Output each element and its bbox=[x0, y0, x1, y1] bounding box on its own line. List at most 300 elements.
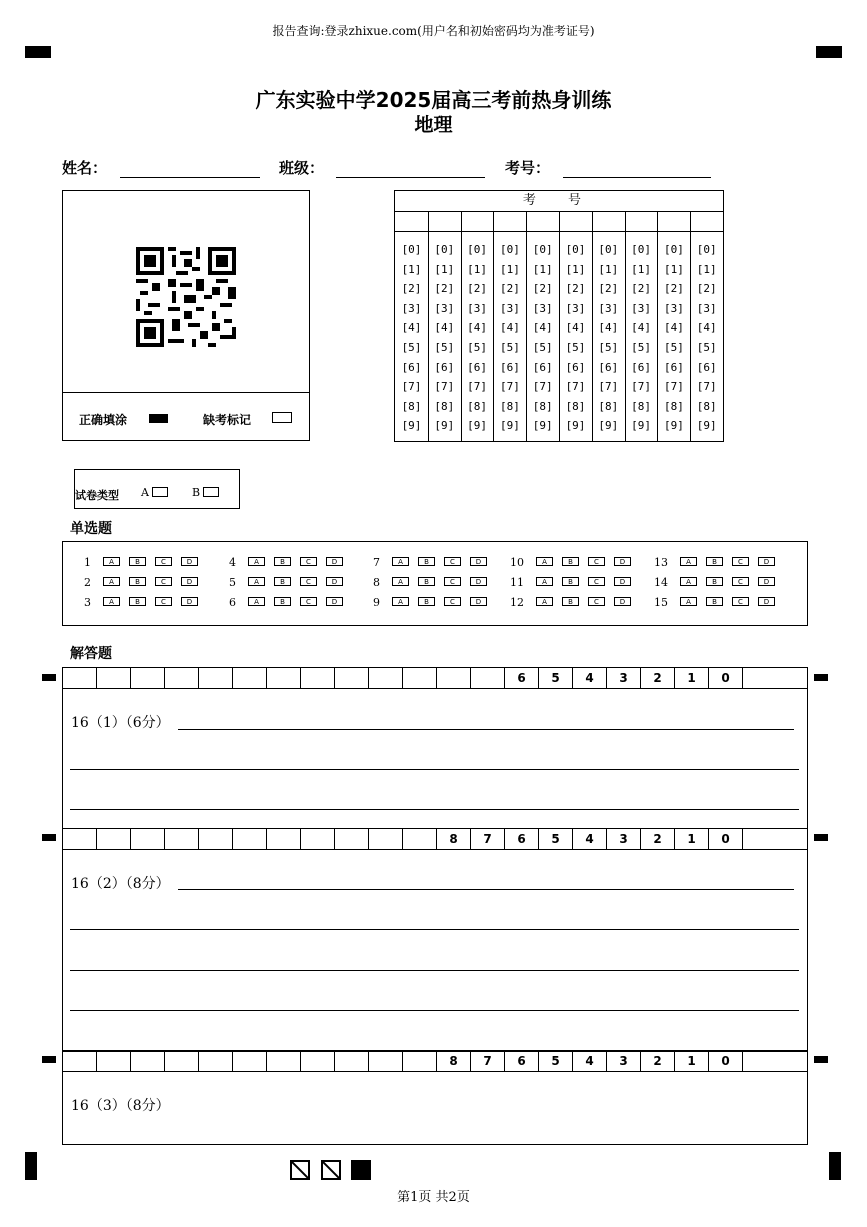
exam-number-bubble[interactable]: [2] bbox=[434, 282, 455, 296]
question-number: 3 bbox=[84, 596, 91, 609]
score-box[interactable]: 2 bbox=[641, 829, 675, 849]
exam-number-bubble[interactable]: [6] bbox=[631, 360, 652, 374]
report-query-note: 报告查询:登录zhixue.com(用户名和初始密码均为准考证号) bbox=[272, 24, 595, 38]
exam-number-bubble[interactable]: [1] bbox=[532, 262, 553, 276]
option-bubble[interactable]: D bbox=[470, 557, 487, 566]
score-row bbox=[63, 668, 807, 689]
exam-number-bubble[interactable]: [3] bbox=[401, 301, 422, 315]
score-box[interactable]: 4 bbox=[573, 829, 607, 849]
exam-number-bubble[interactable]: [5] bbox=[434, 341, 455, 354]
option-bubble[interactable]: B bbox=[418, 597, 435, 606]
score-box[interactable]: 5 bbox=[539, 1051, 573, 1071]
question-number: 5 bbox=[229, 576, 236, 589]
option-bubble[interactable]: C bbox=[444, 577, 461, 586]
score-box[interactable]: 1 bbox=[675, 668, 709, 688]
exam-number-bubble[interactable]: [9] bbox=[434, 419, 455, 433]
exam-number-bubble[interactable]: [4] bbox=[401, 321, 422, 335]
exam-number-bubble[interactable]: [4] bbox=[696, 321, 717, 335]
exam-number-bubble[interactable]: [8] bbox=[401, 399, 422, 413]
score-blank-cell bbox=[267, 1051, 301, 1071]
score-box[interactable]: 6 bbox=[505, 668, 539, 688]
timing-mark-top-right bbox=[816, 46, 842, 58]
option-bubble[interactable]: C bbox=[732, 597, 749, 606]
exam-number-header: 考 号 bbox=[395, 191, 723, 212]
answer-line[interactable] bbox=[70, 929, 799, 930]
name-label: 姓名： bbox=[62, 159, 108, 177]
score-blank-cell bbox=[369, 1051, 403, 1071]
score-blank-cell bbox=[165, 1051, 199, 1071]
side-mark bbox=[42, 1056, 56, 1063]
score-blank-cell bbox=[63, 668, 97, 688]
score-blank-cell bbox=[199, 829, 233, 849]
exam-number-write-cell[interactable] bbox=[657, 211, 690, 232]
paper-type-a-box[interactable] bbox=[152, 487, 168, 497]
qr-code-icon bbox=[136, 247, 236, 347]
score-blank-cell bbox=[743, 668, 781, 688]
question-label: 16（3）（8分） bbox=[71, 1098, 170, 1114]
score-box[interactable]: 7 bbox=[471, 829, 505, 849]
exam-number-write-cell[interactable] bbox=[526, 211, 559, 232]
option-bubble[interactable]: A bbox=[392, 557, 409, 566]
question-number: 9 bbox=[373, 596, 380, 609]
option-bubble[interactable]: B bbox=[274, 577, 291, 586]
option-bubble[interactable]: C bbox=[732, 577, 749, 586]
answer-line[interactable] bbox=[178, 889, 794, 890]
exam-no-field[interactable] bbox=[563, 177, 711, 178]
exam-number-bubble[interactable]: [5] bbox=[663, 341, 684, 354]
timing-mark-top-left bbox=[25, 46, 51, 58]
score-blank-cell bbox=[301, 1051, 335, 1071]
exam-number-bubble[interactable]: [9] bbox=[696, 419, 717, 433]
exam-number-bubble[interactable]: [7] bbox=[499, 380, 520, 394]
score-box[interactable]: 4 bbox=[573, 668, 607, 688]
exam-number-bubble[interactable]: [1] bbox=[499, 262, 520, 276]
exam-number-bubble[interactable]: [7] bbox=[434, 380, 455, 394]
exam-number-bubble[interactable]: [0] bbox=[631, 243, 652, 256]
score-blank-cell bbox=[403, 829, 437, 849]
name-field[interactable] bbox=[120, 177, 260, 178]
exam-number-bubble[interactable]: [3] bbox=[499, 301, 520, 315]
answer-block-16-2 bbox=[62, 828, 808, 1052]
exam-number-bubble[interactable]: [3] bbox=[565, 301, 586, 315]
timing-mark-bottom-right bbox=[829, 1152, 841, 1180]
exam-number-bubble[interactable]: [2] bbox=[631, 282, 652, 296]
option-bubble[interactable]: B bbox=[418, 577, 435, 586]
exam-number-bubble[interactable]: [2] bbox=[467, 282, 488, 296]
page-marker-filled-icon bbox=[351, 1160, 371, 1180]
answer-line[interactable] bbox=[70, 769, 799, 770]
score-blank-cell bbox=[743, 829, 781, 849]
question-number: 6 bbox=[229, 596, 236, 609]
score-blank-cell bbox=[199, 1051, 233, 1071]
exam-number-bubble[interactable]: [4] bbox=[434, 321, 455, 335]
exam-number-bubble[interactable]: [2] bbox=[532, 282, 553, 296]
exam-number-bubble[interactable]: [9] bbox=[598, 419, 619, 433]
score-blank-cell bbox=[403, 668, 437, 688]
option-bubble[interactable]: C bbox=[155, 597, 172, 606]
question-number: 11 bbox=[510, 576, 524, 589]
exam-number-bubble[interactable]: [0] bbox=[696, 243, 717, 256]
exam-number-bubble[interactable]: [7] bbox=[565, 380, 586, 394]
option-bubble[interactable]: D bbox=[614, 577, 631, 586]
score-box[interactable]: 6 bbox=[505, 1051, 539, 1071]
score-blank-cell bbox=[97, 1051, 131, 1071]
score-blank-cell bbox=[165, 668, 199, 688]
score-blank-cell bbox=[199, 668, 233, 688]
option-bubble[interactable]: D bbox=[470, 577, 487, 586]
score-blank-cell bbox=[165, 829, 199, 849]
exam-number-bubble[interactable]: [8] bbox=[434, 399, 455, 413]
option-bubble[interactable]: D bbox=[326, 577, 343, 586]
score-blank-cell bbox=[301, 668, 335, 688]
class-label: 班级： bbox=[279, 159, 325, 177]
option-bubble[interactable]: C bbox=[300, 557, 317, 566]
exam-number-bubble[interactable]: [8] bbox=[598, 399, 619, 413]
option-bubble[interactable]: D bbox=[181, 577, 198, 586]
answer-block-16-1 bbox=[62, 667, 808, 829]
exam-number-bubble[interactable]: [1] bbox=[631, 262, 652, 276]
score-blank-cell bbox=[233, 668, 267, 688]
score-box[interactable]: 0 bbox=[709, 1051, 743, 1071]
exam-number-grid bbox=[394, 190, 724, 442]
exam-number-bubble[interactable]: [5] bbox=[467, 341, 488, 354]
score-blank-cell bbox=[369, 668, 403, 688]
exam-number-bubble[interactable]: [4] bbox=[598, 321, 619, 335]
option-bubble[interactable]: B bbox=[562, 557, 579, 566]
exam-number-bubble[interactable]: [0] bbox=[434, 243, 455, 256]
exam-number-bubble[interactable]: [0] bbox=[663, 243, 684, 256]
question-number: 10 bbox=[510, 556, 524, 569]
score-blank-cell bbox=[63, 1051, 97, 1071]
option-bubble[interactable]: B bbox=[706, 597, 723, 606]
score-box[interactable]: 4 bbox=[573, 1051, 607, 1071]
option-bubble[interactable]: A bbox=[680, 557, 697, 566]
exam-number-bubble[interactable]: [3] bbox=[663, 301, 684, 315]
score-box[interactable]: 3 bbox=[607, 829, 641, 849]
score-row bbox=[63, 1051, 807, 1072]
question-number: 2 bbox=[84, 576, 91, 589]
option-bubble[interactable]: C bbox=[588, 557, 605, 566]
score-box[interactable]: 0 bbox=[709, 829, 743, 849]
exam-number-bubble[interactable]: [8] bbox=[565, 399, 586, 413]
exam-number-bubble[interactable]: [3] bbox=[434, 301, 455, 315]
option-bubble[interactable]: B bbox=[418, 557, 435, 566]
exam-number-bubble[interactable]: [2] bbox=[499, 282, 520, 296]
exam-number-bubble[interactable]: [4] bbox=[532, 321, 553, 335]
exam-number-bubble[interactable]: [6] bbox=[499, 360, 520, 374]
exam-number-bubble[interactable]: [1] bbox=[401, 262, 422, 276]
question-number: 12 bbox=[510, 596, 524, 609]
exam-number-bubble[interactable]: [6] bbox=[565, 360, 586, 374]
option-bubble[interactable]: D bbox=[758, 597, 775, 606]
exam-number-bubble[interactable]: [2] bbox=[663, 282, 684, 296]
score-box[interactable]: 8 bbox=[437, 1051, 471, 1071]
exam-number-bubble[interactable]: [2] bbox=[401, 282, 422, 296]
exam-number-bubble[interactable]: [7] bbox=[532, 380, 553, 394]
exam-number-bubble[interactable]: [8] bbox=[499, 399, 520, 413]
exam-number-bubble[interactable]: [9] bbox=[499, 419, 520, 433]
exam-number-bubble[interactable]: [1] bbox=[598, 262, 619, 276]
option-bubble[interactable]: A bbox=[680, 597, 697, 606]
score-blank-cell bbox=[267, 829, 301, 849]
exam-number-bubble[interactable]: [6] bbox=[401, 360, 422, 374]
page-marker-icon bbox=[321, 1160, 341, 1180]
exam-number-bubble[interactable]: [8] bbox=[467, 399, 488, 413]
exam-number-bubble[interactable]: [8] bbox=[532, 399, 553, 413]
paper-type-a-label: A bbox=[141, 486, 149, 499]
exam-number-bubble[interactable]: [8] bbox=[631, 399, 652, 413]
exam-number-write-cell[interactable] bbox=[690, 211, 723, 232]
score-row bbox=[63, 829, 807, 850]
question-number: 13 bbox=[654, 556, 668, 569]
exam-number-bubble[interactable]: [0] bbox=[499, 243, 520, 256]
paper-type-label: 试卷类型 bbox=[75, 489, 119, 502]
exam-number-bubble[interactable]: [1] bbox=[663, 262, 684, 276]
option-bubble[interactable]: A bbox=[103, 597, 120, 606]
exam-number-bubble[interactable]: [2] bbox=[696, 282, 717, 296]
score-box[interactable]: 1 bbox=[675, 829, 709, 849]
score-box[interactable]: 2 bbox=[641, 1051, 675, 1071]
score-box[interactable]: 5 bbox=[539, 668, 573, 688]
exam-number-bubble[interactable]: [6] bbox=[434, 360, 455, 374]
option-bubble[interactable]: A bbox=[392, 577, 409, 586]
single-choice-box bbox=[62, 541, 808, 626]
option-bubble[interactable]: A bbox=[248, 557, 265, 566]
exam-number-bubble[interactable]: [4] bbox=[499, 321, 520, 335]
option-bubble[interactable]: D bbox=[758, 577, 775, 586]
score-blank-cell bbox=[97, 668, 131, 688]
option-bubble[interactable]: B bbox=[274, 557, 291, 566]
question-number: 1 bbox=[84, 556, 91, 569]
exam-number-bubble[interactable]: [6] bbox=[663, 360, 684, 374]
exam-number-bubble[interactable]: [5] bbox=[696, 341, 717, 354]
exam-number-bubble[interactable]: [5] bbox=[499, 341, 520, 354]
exam-number-write-cell[interactable] bbox=[493, 211, 526, 232]
exam-number-bubble[interactable]: [5] bbox=[631, 341, 652, 354]
score-blank-cell bbox=[301, 829, 335, 849]
page-title: 广东实验中学2025届高三考前热身训练 bbox=[255, 88, 612, 112]
exam-number-write-cell[interactable] bbox=[592, 211, 625, 232]
correct-fill-label: 正确填涂 bbox=[79, 413, 128, 427]
exam-number-bubble[interactable]: [9] bbox=[467, 419, 488, 433]
score-box[interactable]: 0 bbox=[709, 668, 743, 688]
barcode-area bbox=[62, 190, 310, 441]
exam-number-bubble[interactable]: [7] bbox=[696, 380, 717, 394]
exam-number-bubble[interactable]: [6] bbox=[696, 360, 717, 374]
question-label: 16（1）（6分） bbox=[71, 715, 170, 731]
exam-number-bubble[interactable]: [7] bbox=[401, 380, 422, 394]
score-blank-cell bbox=[437, 668, 471, 688]
exam-number-bubble[interactable]: [6] bbox=[467, 360, 488, 374]
option-bubble[interactable]: B bbox=[562, 597, 579, 606]
exam-number-write-cell[interactable] bbox=[625, 211, 658, 232]
score-blank-cell bbox=[335, 1051, 369, 1071]
exam-number-bubble[interactable]: [4] bbox=[565, 321, 586, 335]
exam-number-bubble[interactable]: [1] bbox=[696, 262, 717, 276]
option-bubble[interactable]: D bbox=[326, 597, 343, 606]
score-blank-cell bbox=[131, 1051, 165, 1071]
question-number: 15 bbox=[654, 596, 668, 609]
absent-mark-label: 缺考标记 bbox=[203, 413, 252, 427]
class-field[interactable] bbox=[336, 177, 485, 178]
option-bubble[interactable]: A bbox=[103, 577, 120, 586]
page-number: 第1页 共2页 bbox=[397, 1190, 470, 1205]
exam-number-bubble[interactable]: [3] bbox=[696, 301, 717, 315]
answer-line[interactable] bbox=[70, 970, 799, 971]
option-bubble[interactable]: A bbox=[248, 577, 265, 586]
score-blank-cell bbox=[131, 829, 165, 849]
exam-number-bubble[interactable]: [0] bbox=[598, 243, 619, 256]
score-blank-cell bbox=[97, 829, 131, 849]
exam-number-bubble[interactable]: [1] bbox=[467, 262, 488, 276]
exam-number-bubble[interactable]: [0] bbox=[467, 243, 488, 256]
option-bubble[interactable]: B bbox=[129, 577, 146, 586]
exam-number-bubble[interactable]: [3] bbox=[467, 301, 488, 315]
score-box[interactable]: 3 bbox=[607, 1051, 641, 1071]
option-bubble[interactable]: A bbox=[103, 557, 120, 566]
answer-line[interactable] bbox=[70, 1010, 799, 1011]
question-label: 16（2）（8分） bbox=[71, 876, 170, 892]
score-blank-cell bbox=[233, 1051, 267, 1071]
option-bubble[interactable]: B bbox=[129, 557, 146, 566]
option-bubble[interactable]: C bbox=[588, 597, 605, 606]
exam-number-bubble[interactable]: [6] bbox=[532, 360, 553, 374]
option-bubble[interactable]: B bbox=[274, 597, 291, 606]
score-blank-cell bbox=[369, 829, 403, 849]
option-bubble[interactable]: C bbox=[155, 557, 172, 566]
exam-number-bubble[interactable]: [0] bbox=[532, 243, 553, 256]
exam-number-bubble[interactable]: [9] bbox=[565, 419, 586, 433]
option-bubble[interactable]: C bbox=[588, 577, 605, 586]
option-bubble[interactable]: A bbox=[680, 577, 697, 586]
exam-number-bubble[interactable]: [5] bbox=[401, 341, 422, 354]
option-bubble[interactable]: C bbox=[444, 597, 461, 606]
exam-number-bubble[interactable]: [0] bbox=[565, 243, 586, 256]
exam-number-bubble[interactable]: [9] bbox=[401, 419, 422, 433]
option-bubble[interactable]: C bbox=[732, 557, 749, 566]
answer-line[interactable] bbox=[178, 729, 794, 730]
side-mark bbox=[42, 674, 56, 681]
paper-type-b-box[interactable] bbox=[203, 487, 219, 497]
exam-number-bubble[interactable]: [9] bbox=[631, 419, 652, 433]
exam-number-bubble[interactable]: [1] bbox=[434, 262, 455, 276]
exam-number-bubble[interactable]: [5] bbox=[598, 341, 619, 354]
exam-no-label: 考号： bbox=[505, 159, 551, 177]
exam-number-bubble[interactable]: [6] bbox=[598, 360, 619, 374]
option-bubble[interactable]: D bbox=[470, 597, 487, 606]
option-bubble[interactable]: B bbox=[706, 557, 723, 566]
subject-title: 地理 bbox=[414, 114, 453, 136]
answer-section-title: 解答题 bbox=[70, 646, 112, 662]
page-marker-icon bbox=[290, 1160, 310, 1180]
score-box[interactable]: 5 bbox=[539, 829, 573, 849]
option-bubble[interactable]: B bbox=[706, 577, 723, 586]
exam-number-bubble[interactable]: [7] bbox=[663, 380, 684, 394]
exam-number-bubble[interactable]: [5] bbox=[565, 341, 586, 354]
score-box[interactable]: 1 bbox=[675, 1051, 709, 1071]
exam-number-write-cell[interactable] bbox=[559, 211, 592, 232]
exam-number-bubble[interactable]: [8] bbox=[663, 399, 684, 413]
exam-number-bubble[interactable]: [3] bbox=[532, 301, 553, 315]
exam-number-bubble[interactable]: [3] bbox=[598, 301, 619, 315]
exam-number-bubble[interactable]: [3] bbox=[631, 301, 652, 315]
score-box[interactable]: 2 bbox=[641, 668, 675, 688]
score-box[interactable]: 8 bbox=[437, 829, 471, 849]
score-box[interactable]: 7 bbox=[471, 1051, 505, 1071]
option-bubble[interactable]: A bbox=[536, 577, 553, 586]
exam-number-bubble[interactable]: [4] bbox=[631, 321, 652, 335]
option-bubble[interactable]: D bbox=[326, 557, 343, 566]
score-box[interactable]: 6 bbox=[505, 829, 539, 849]
score-blank-cell bbox=[335, 829, 369, 849]
question-number: 8 bbox=[373, 576, 380, 589]
score-blank-cell bbox=[335, 668, 369, 688]
option-bubble[interactable]: D bbox=[614, 557, 631, 566]
answer-block-16-3 bbox=[62, 1050, 808, 1145]
paper-type-b-label: B bbox=[192, 486, 201, 499]
exam-number-bubble[interactable]: [7] bbox=[598, 380, 619, 394]
score-blank-cell bbox=[63, 829, 97, 849]
option-bubble[interactable]: D bbox=[614, 597, 631, 606]
absent-mark-box[interactable] bbox=[272, 412, 292, 423]
exam-number-bubble[interactable]: [2] bbox=[598, 282, 619, 296]
exam-number-bubble[interactable]: [0] bbox=[401, 243, 422, 256]
option-bubble[interactable]: B bbox=[129, 597, 146, 606]
exam-number-write-cell[interactable] bbox=[461, 211, 494, 232]
option-bubble[interactable]: D bbox=[181, 557, 198, 566]
option-bubble[interactable]: A bbox=[392, 597, 409, 606]
answer-line[interactable] bbox=[70, 809, 799, 810]
option-bubble[interactable]: C bbox=[300, 577, 317, 586]
correct-fill-sample bbox=[149, 414, 168, 423]
option-bubble[interactable]: A bbox=[248, 597, 265, 606]
score-blank-cell bbox=[743, 1051, 781, 1071]
exam-number-bubble[interactable]: [4] bbox=[663, 321, 684, 335]
exam-number-bubble[interactable]: [7] bbox=[631, 380, 652, 394]
score-blank-cell bbox=[233, 829, 267, 849]
score-blank-cell bbox=[131, 668, 165, 688]
option-bubble[interactable]: C bbox=[155, 577, 172, 586]
question-number: 7 bbox=[373, 556, 380, 569]
divider bbox=[63, 392, 309, 393]
question-number: 14 bbox=[654, 576, 668, 589]
score-blank-cell bbox=[403, 1051, 437, 1071]
timing-mark-bottom-left bbox=[25, 1152, 37, 1180]
option-bubble[interactable]: C bbox=[444, 557, 461, 566]
exam-number-bubble[interactable]: [9] bbox=[532, 419, 553, 433]
option-bubble[interactable]: D bbox=[181, 597, 198, 606]
exam-number-write-cell[interactable] bbox=[395, 211, 428, 232]
score-box[interactable]: 3 bbox=[607, 668, 641, 688]
exam-number-bubble[interactable]: [4] bbox=[467, 321, 488, 335]
question-number: 4 bbox=[229, 556, 236, 569]
option-bubble[interactable]: D bbox=[758, 557, 775, 566]
exam-number-bubble[interactable]: [7] bbox=[467, 380, 488, 394]
score-blank-cell bbox=[471, 668, 505, 688]
exam-number-bubble[interactable]: [5] bbox=[532, 341, 553, 354]
option-bubble[interactable]: B bbox=[562, 577, 579, 586]
exam-number-bubble[interactable]: [9] bbox=[663, 419, 684, 433]
option-bubble[interactable]: C bbox=[300, 597, 317, 606]
side-mark bbox=[814, 834, 828, 841]
option-bubble[interactable]: A bbox=[536, 557, 553, 566]
exam-number-bubble[interactable]: [8] bbox=[696, 399, 717, 413]
paper-type-box bbox=[74, 469, 240, 509]
exam-number-bubble[interactable]: [1] bbox=[565, 262, 586, 276]
exam-number-write-cell[interactable] bbox=[428, 211, 461, 232]
option-bubble[interactable]: A bbox=[536, 597, 553, 606]
exam-number-bubble[interactable]: [2] bbox=[565, 282, 586, 296]
